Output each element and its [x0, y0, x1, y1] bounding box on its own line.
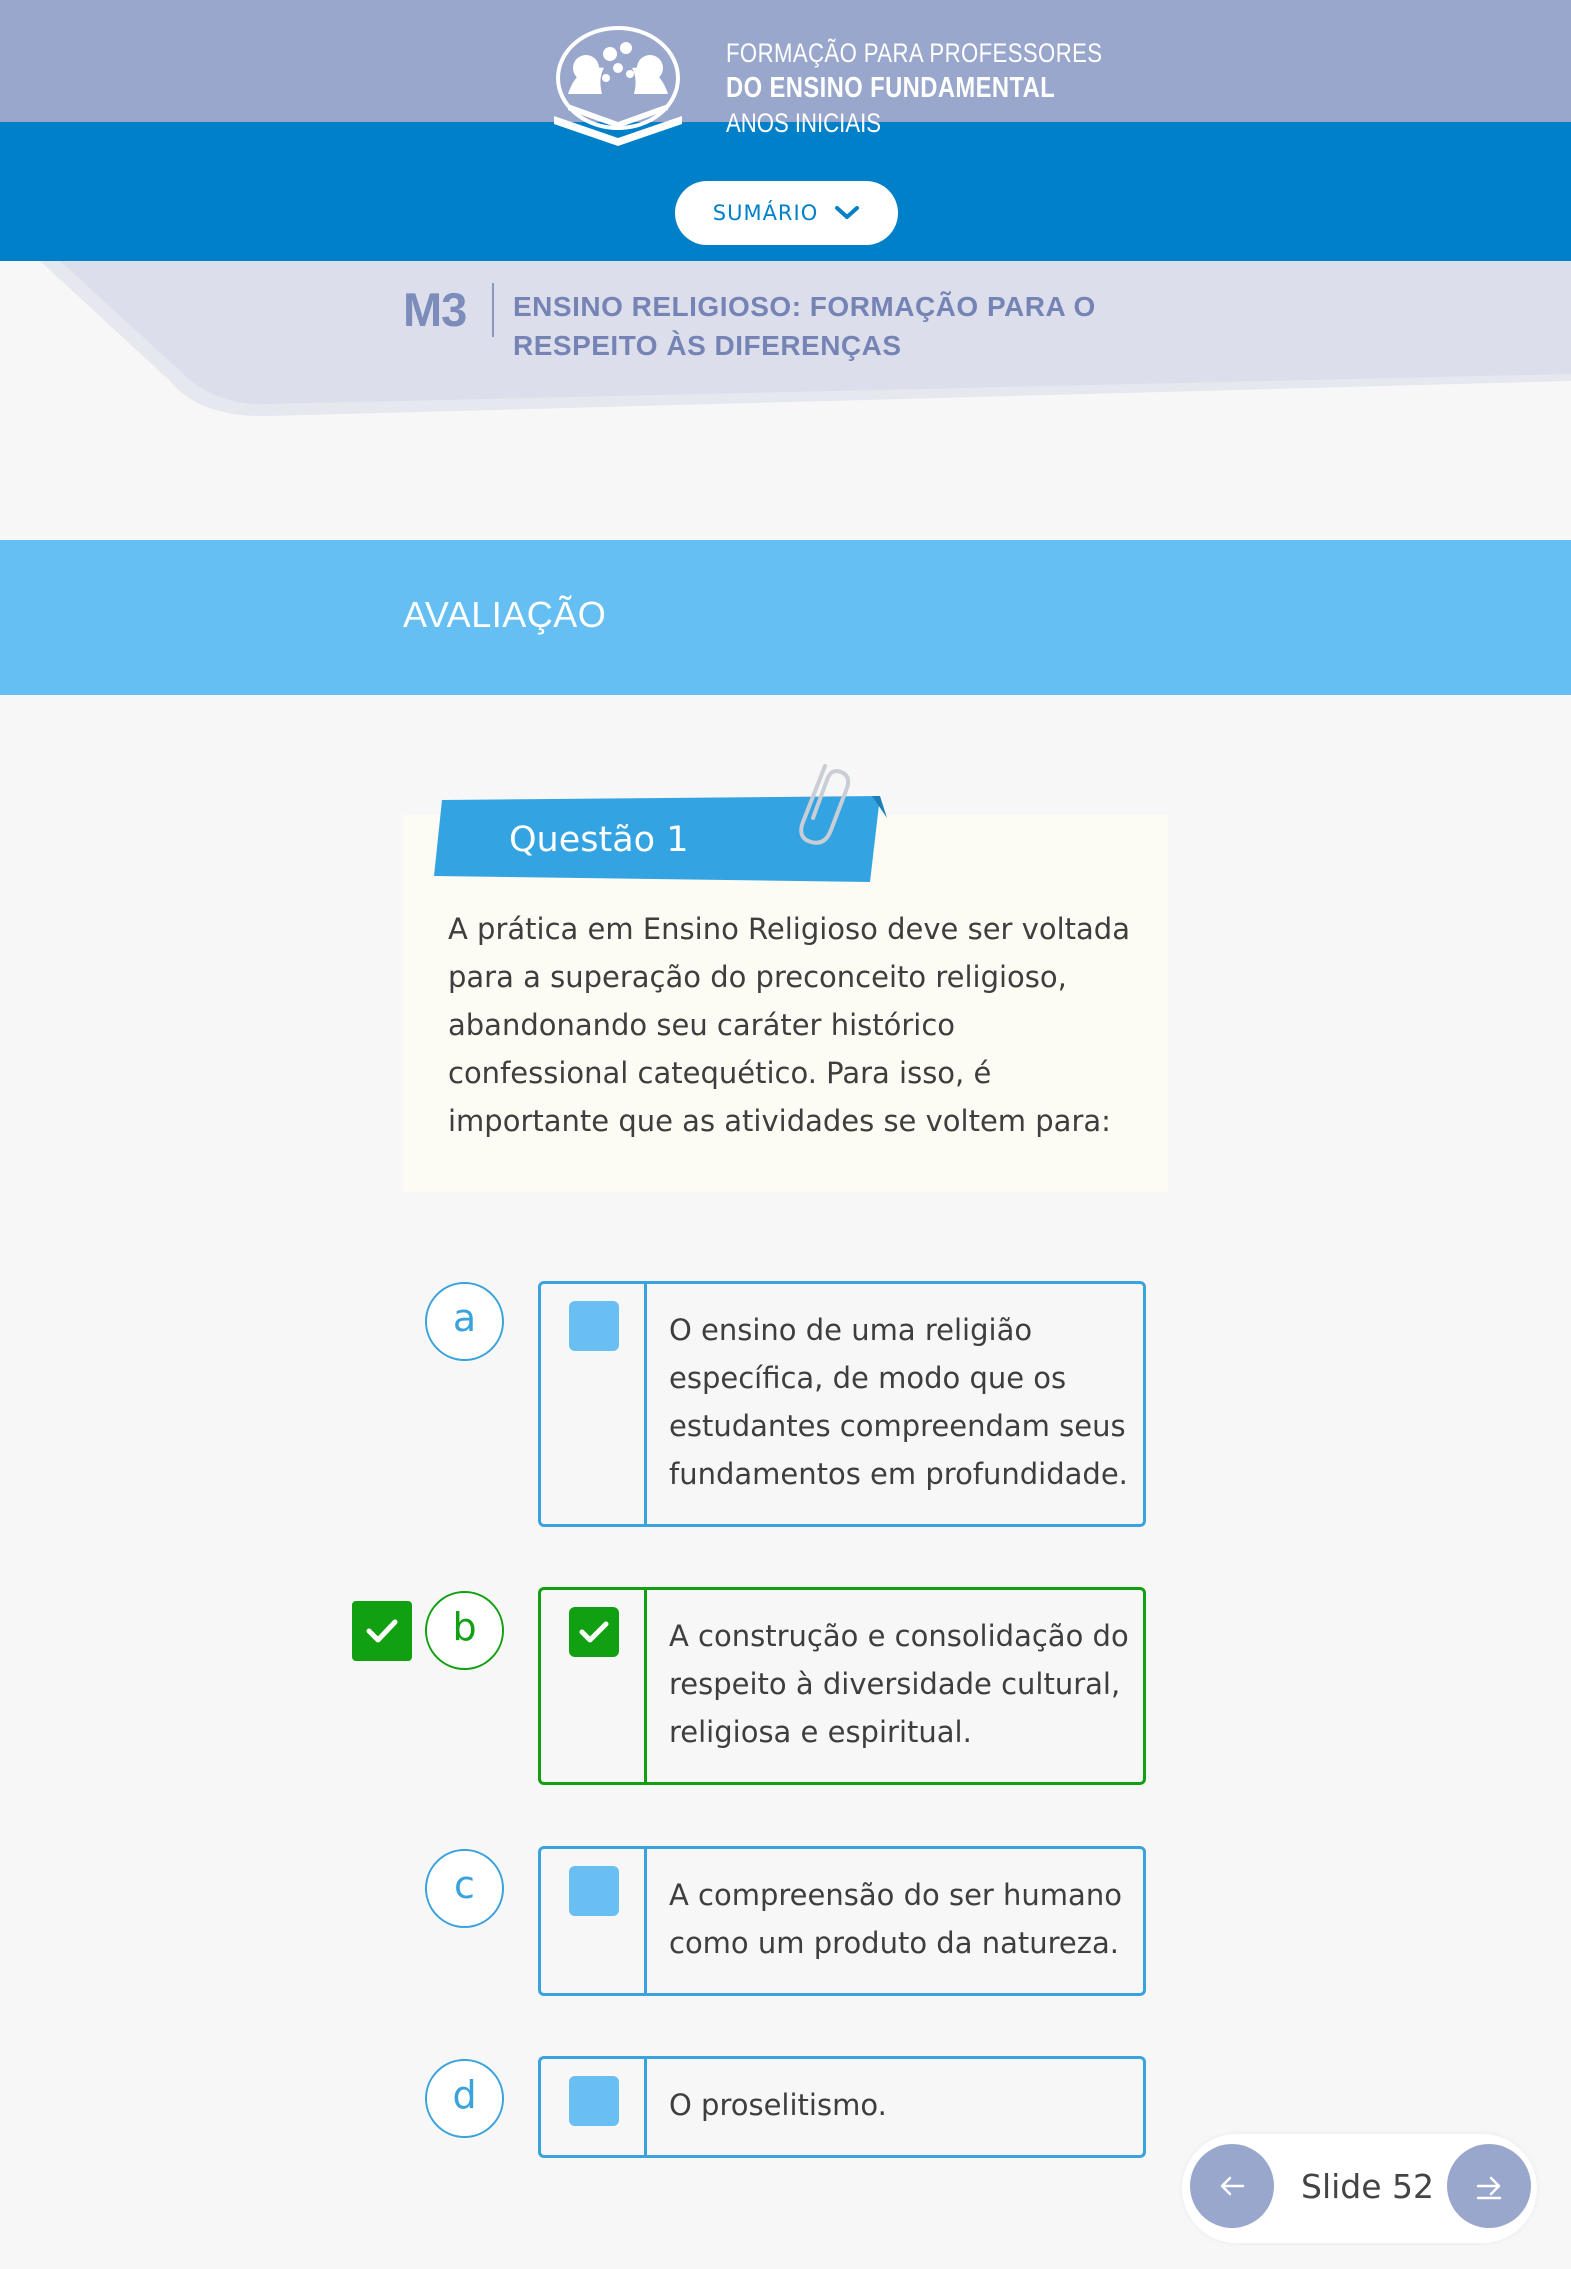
- correct-answer-check-icon: [352, 1601, 412, 1661]
- option-d-letter[interactable]: d: [425, 2059, 504, 2138]
- next-slide-button[interactable]: [1447, 2144, 1531, 2228]
- check-icon: [578, 1619, 610, 1645]
- slide-navigation: [1182, 2134, 1537, 2243]
- option-c-box[interactable]: [538, 1846, 1146, 1996]
- question-label: Questão 1: [509, 820, 689, 860]
- option-a-letter[interactable]: a: [425, 1282, 504, 1361]
- option-divider: [644, 1849, 647, 1993]
- brand-line-3: ANOS INICIAIS: [726, 108, 882, 138]
- brand-line-2: DO ENSINO FUNDAMENTAL: [726, 72, 1056, 104]
- option-d-checkbox[interactable]: [569, 2076, 619, 2126]
- teachers-logo-icon: [548, 26, 688, 152]
- option-c-checkbox[interactable]: [569, 1866, 619, 1916]
- option-b-text: A construção e consolidação do respeito à diversidade cultural, religiosa e espiritual.: [669, 1619, 1129, 1749]
- option-b-checkbox[interactable]: [569, 1607, 619, 1657]
- brand-line-1: FORMAÇÃO PARA PROFESSORES: [726, 38, 1103, 68]
- brand-text: [726, 36, 1102, 141]
- option-d-box[interactable]: [538, 2056, 1146, 2158]
- question-text: A prática em Ensino Religioso deve ser voltada para a superação do preconceito religioso, abandonando seu caráter histórico confessional catequético. Para isso, é importante que as atividades se voltem para:: [448, 912, 1130, 1138]
- option-c-text: A compreensão do ser humano como um produto da natureza.: [669, 1878, 1122, 1960]
- summary-menu-label: SUMÁRIO: [712, 201, 819, 225]
- paperclip-icon: [785, 762, 855, 846]
- option-b-letter[interactable]: b: [425, 1591, 504, 1670]
- option-b-box[interactable]: [538, 1587, 1146, 1785]
- option-c-letter[interactable]: c: [425, 1849, 504, 1928]
- option-a-box[interactable]: [538, 1281, 1146, 1527]
- chevron-down-icon: [834, 204, 860, 222]
- option-divider: [644, 2059, 647, 2155]
- arrow-right-icon: [1474, 2171, 1504, 2201]
- arrow-left-icon: [1217, 2171, 1247, 2201]
- option-a-text: O ensino de uma religião específica, de modo que os estudantes compreendam seus fundamentos em profundidade.: [669, 1313, 1128, 1491]
- module-title: ENSINO RELIGIOSO: FORMAÇÃO PARA O RESPEITO ÀS DIFERENÇAS: [513, 291, 1096, 361]
- previous-slide-button[interactable]: [1190, 2144, 1274, 2228]
- slide-number: Slide 52: [1301, 2167, 1435, 2206]
- option-divider: [644, 1284, 647, 1524]
- option-d-text: O proselitismo.: [669, 2088, 887, 2122]
- module-divider: [492, 283, 494, 337]
- summary-menu-button[interactable]: [675, 181, 898, 245]
- option-a-checkbox[interactable]: [569, 1301, 619, 1351]
- module-code: M3: [403, 283, 467, 336]
- option-divider: [644, 1590, 647, 1782]
- section-band: [0, 540, 1571, 695]
- section-title: AVALIAÇÃO: [403, 594, 607, 635]
